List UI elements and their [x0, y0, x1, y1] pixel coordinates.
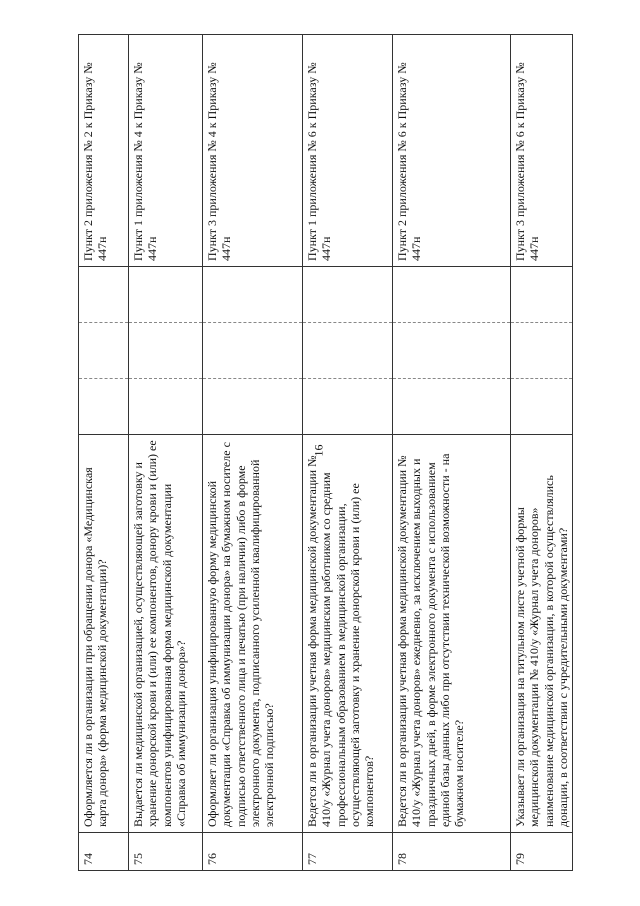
legal-reference: Пункт 3 приложения № 4 к Приказу № 447н: [203, 35, 303, 267]
answer-no-cell: [129, 323, 203, 379]
answer-yes-cell: [203, 379, 303, 435]
legal-reference: Пункт 1 приложения № 4 к Приказу № 447н: [129, 35, 203, 267]
answer-na-cell: [303, 267, 393, 323]
row-number: 75: [129, 833, 203, 871]
answer-yes-cell: [511, 379, 573, 435]
answer-yes-cell: [303, 379, 393, 435]
legal-reference: Пункт 3 приложения № 6 к Приказу № 447н: [511, 35, 573, 267]
table-row: [129, 35, 203, 871]
answer-no-cell: [393, 323, 511, 379]
table-row: [203, 35, 303, 871]
answer-na-cell: [393, 267, 511, 323]
question-text: Ведется ли в организации учетная форма медицинской документации № 410/у «Журнал учета доноров» ежедневно, за исключением выходных и праздничных дней, в форме электронного документа с использованием единой базы данных либо при отсутствии технической возможности - на бумажном носителе?: [393, 435, 511, 833]
table-row: [303, 35, 393, 871]
answer-no-cell: [203, 323, 303, 379]
row-number: 79: [511, 833, 573, 871]
question-text: Ведется ли в организации учетная форма медицинской документации № 410/у «Журнал учета доноров» медицинским работником со средним профессиональным образованием в медицинской организации, осуществляющей заготовку и хранение донорской крови и (или) ее компонентов?: [303, 435, 393, 833]
checklist-table-sheet: [78, 35, 570, 871]
question-text: Оформляет ли организация унифицированную форму медицинской документации «Справка об иммунизации донора» на бумажном носителе с подписью ответственного лица и печатью (при наличии) либо в форме электронного документа, подписанного усиленной квалифицированной электронной подписью?: [203, 435, 303, 833]
question-text: Оформляется ли в организации при обращении донора «Медицинская карта донора» (форма медицинской документации)?: [79, 435, 129, 833]
answer-yes-cell: [79, 379, 129, 435]
row-number: 78: [393, 833, 511, 871]
answer-na-cell: [511, 267, 573, 323]
answer-na-cell: [129, 267, 203, 323]
row-number: 74: [79, 833, 129, 871]
question-text: Указывает ли организация на титульном листе учетной формы медицинской документации № 410/у «Журнал учета доноров» наименование медицинской организации, в которой осуществлялись донации, в соответствии с учредительными документами?: [511, 435, 573, 833]
checklist-table: [78, 34, 573, 871]
answer-no-cell: [511, 323, 573, 379]
page-number: 16: [311, 444, 326, 457]
table-row: [79, 35, 129, 871]
row-number: 77: [303, 833, 393, 871]
answer-yes-cell: [129, 379, 203, 435]
answer-no-cell: [303, 323, 393, 379]
answer-no-cell: [79, 323, 129, 379]
legal-reference: Пункт 1 приложения № 6 к Приказу № 447н: [303, 35, 393, 267]
row-number: 76: [203, 833, 303, 871]
table-row: [511, 35, 573, 871]
legal-reference: Пункт 2 приложения № 6 к Приказу № 447н: [393, 35, 511, 267]
legal-reference: Пункт 2 приложения № 2 к Приказу № 447н: [79, 35, 129, 267]
answer-na-cell: [203, 267, 303, 323]
table-row: [393, 35, 511, 871]
answer-yes-cell: [393, 379, 511, 435]
question-text: Выдается ли медицинской организацией, осуществляющей заготовку и хранение донорской крови и (или) ее компонентов, донору крови и (или) ее компонентов унифицированная форма медицинской документации «Справка об иммунизации донора»?: [129, 435, 203, 833]
answer-na-cell: [79, 267, 129, 323]
